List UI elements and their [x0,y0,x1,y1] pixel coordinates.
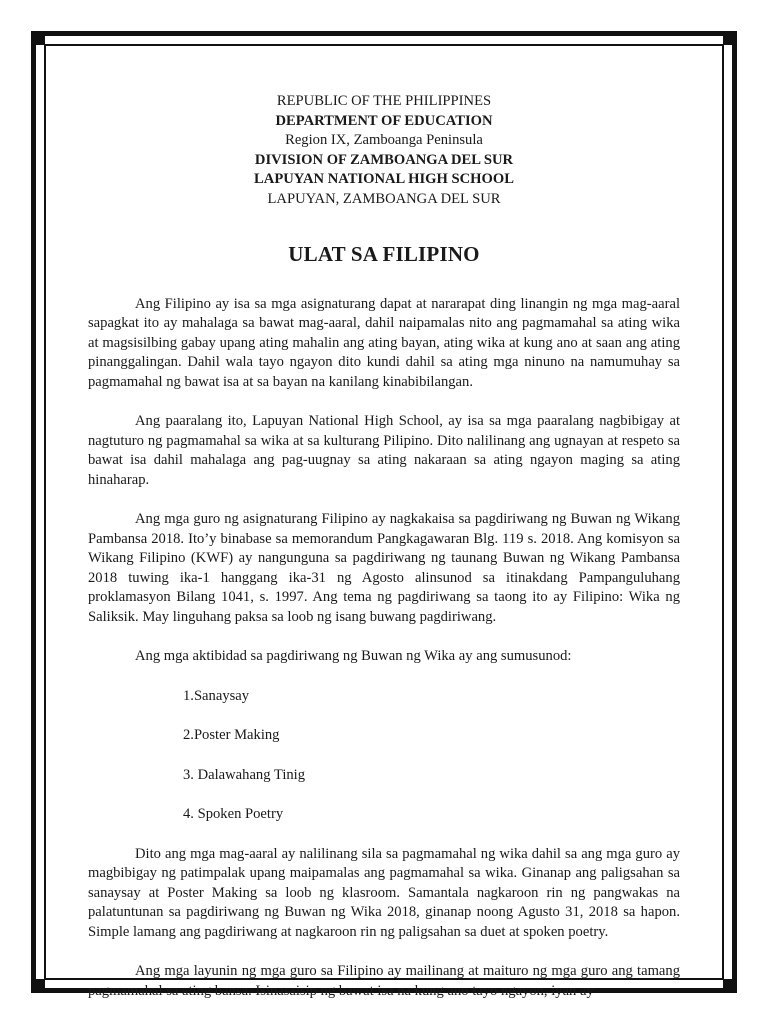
activity-item: 2.Poster Making [183,727,280,743]
letterhead-republic: REPUBLIC OF THE PHILIPPINES [276,93,492,109]
border-corner-ornament [31,979,45,993]
border-corner-ornament [723,31,737,45]
activity-item: 4. Spoken Poetry [183,806,284,822]
border-corner-ornament [31,31,45,45]
document-title: ULAT SA FILIPINO [288,242,480,266]
paragraph-goals: Ang mga layunin ng mga guro sa Filipino ay mailinang at maituro ng mga guro ang tamang pagmamahal sa ating bansa. Isinasaisip ng bawat isa na kung ano tayo ngayon, iyan ay [88,963,680,999]
paragraph-school: Ang paaralang ito, Lapuyan National High School, ay isa sa mga paaralang nagbibigay at nagtuturo ng pagmamahal sa wika at sa kulturang Pilipino. Dito nalilinang ang ugnayan at respeto sa bawat isa dahil mahalaga ang pag-uugnay sa ating nakaraan sa ating ngayon maging sa ating hinaharap. [88,413,680,488]
paragraph-students: Dito ang mga mag-aaral ay nalilinang sila sa pagmamahal ng wika dahil sa ang mga guro ay magbibigay ng patimpalak upang maipamalas ang pagmamahal sa wika. Ginanap ang paligsahan sa sanaysay at Poster Making sa loob ng klasroom. Samantala nagkaroon rin ng pangwakas na palatuntunan sa pagdiriwang ng Buwan ng Wika 2018, ginanap noong Agusto 31, 2018 sa hapon. Simple lamang ang pagdiriwang at nagkaroon rin ng paligsahan sa duet at spoken poetry. [88,845,680,940]
activity-item: 3. Dalawahang Tinig [183,766,306,783]
letterhead-address: LAPUYAN, ZAMBOANGA DEL SUR [267,190,501,207]
activity-item: 1.Sanaysay [183,687,250,704]
letterhead-department: DEPARTMENT OF EDUCATION [275,112,493,129]
paragraph-celebration: Ang mga guro ng asignaturang Filipino ay nagkakaisa sa pagdiriwang ng Buwan ng Wikang Pambansa 2018. Ito’y binabase sa memorandum Pangkagawaran Blg. 119 s. 2018. Ang komisyon sa Wikang Filipino (KWF) ay nangunguna sa pagdiriwang ng taunang Buwan ng Wikang Pambansa 2018 tuwing ika-1 hanggang ika-31 ng Agosto alinsunod sa itinakdang Pampanguluhang proklamasyon Bilang 1041, s. 1997. Ang tema ng pagdiriwang sa taong ito ay Filipino: Wika ng Saliksik. May linguhang paksa sa loob ng isang buwang pagdiriwang. [88,511,680,625]
document-body [88,92,680,1021]
letterhead-school: LAPUYAN NATIONAL HIGH SCHOOL [254,171,514,187]
letterhead-region: Region IX, Zamboanga Peninsula [285,132,483,148]
border-corner-ornament [723,979,737,993]
letterhead-division: DIVISION OF ZAMBOANGA DEL SUR [254,151,514,168]
letterhead [88,92,680,209]
paragraph-activities-lead: Ang mga aktibidad sa pagdiriwang ng Buwan ng Wika ay ang sumusunod: [135,648,572,664]
paragraph-intro: Ang Filipino ay isa sa mga asignaturang dapat at nararapat ding linangin ng mga mag-aaral sapagkat ito ay mahalaga sa bawat mag-aaral, dahil naipamalas nito ang pagmamahal sa ating wika at magsisilbing gabay upang ating mahalin ang ating bayan, ating wika at kung ano at saan ang ating pinanggalingan. Dahil wala tayo ngayon dito kundi dahil sa ating mga ninuno na namumuhay sa pagmamahal ng bawat isa at sa bayan na kanilang kinabibilangan. [88,295,680,390]
